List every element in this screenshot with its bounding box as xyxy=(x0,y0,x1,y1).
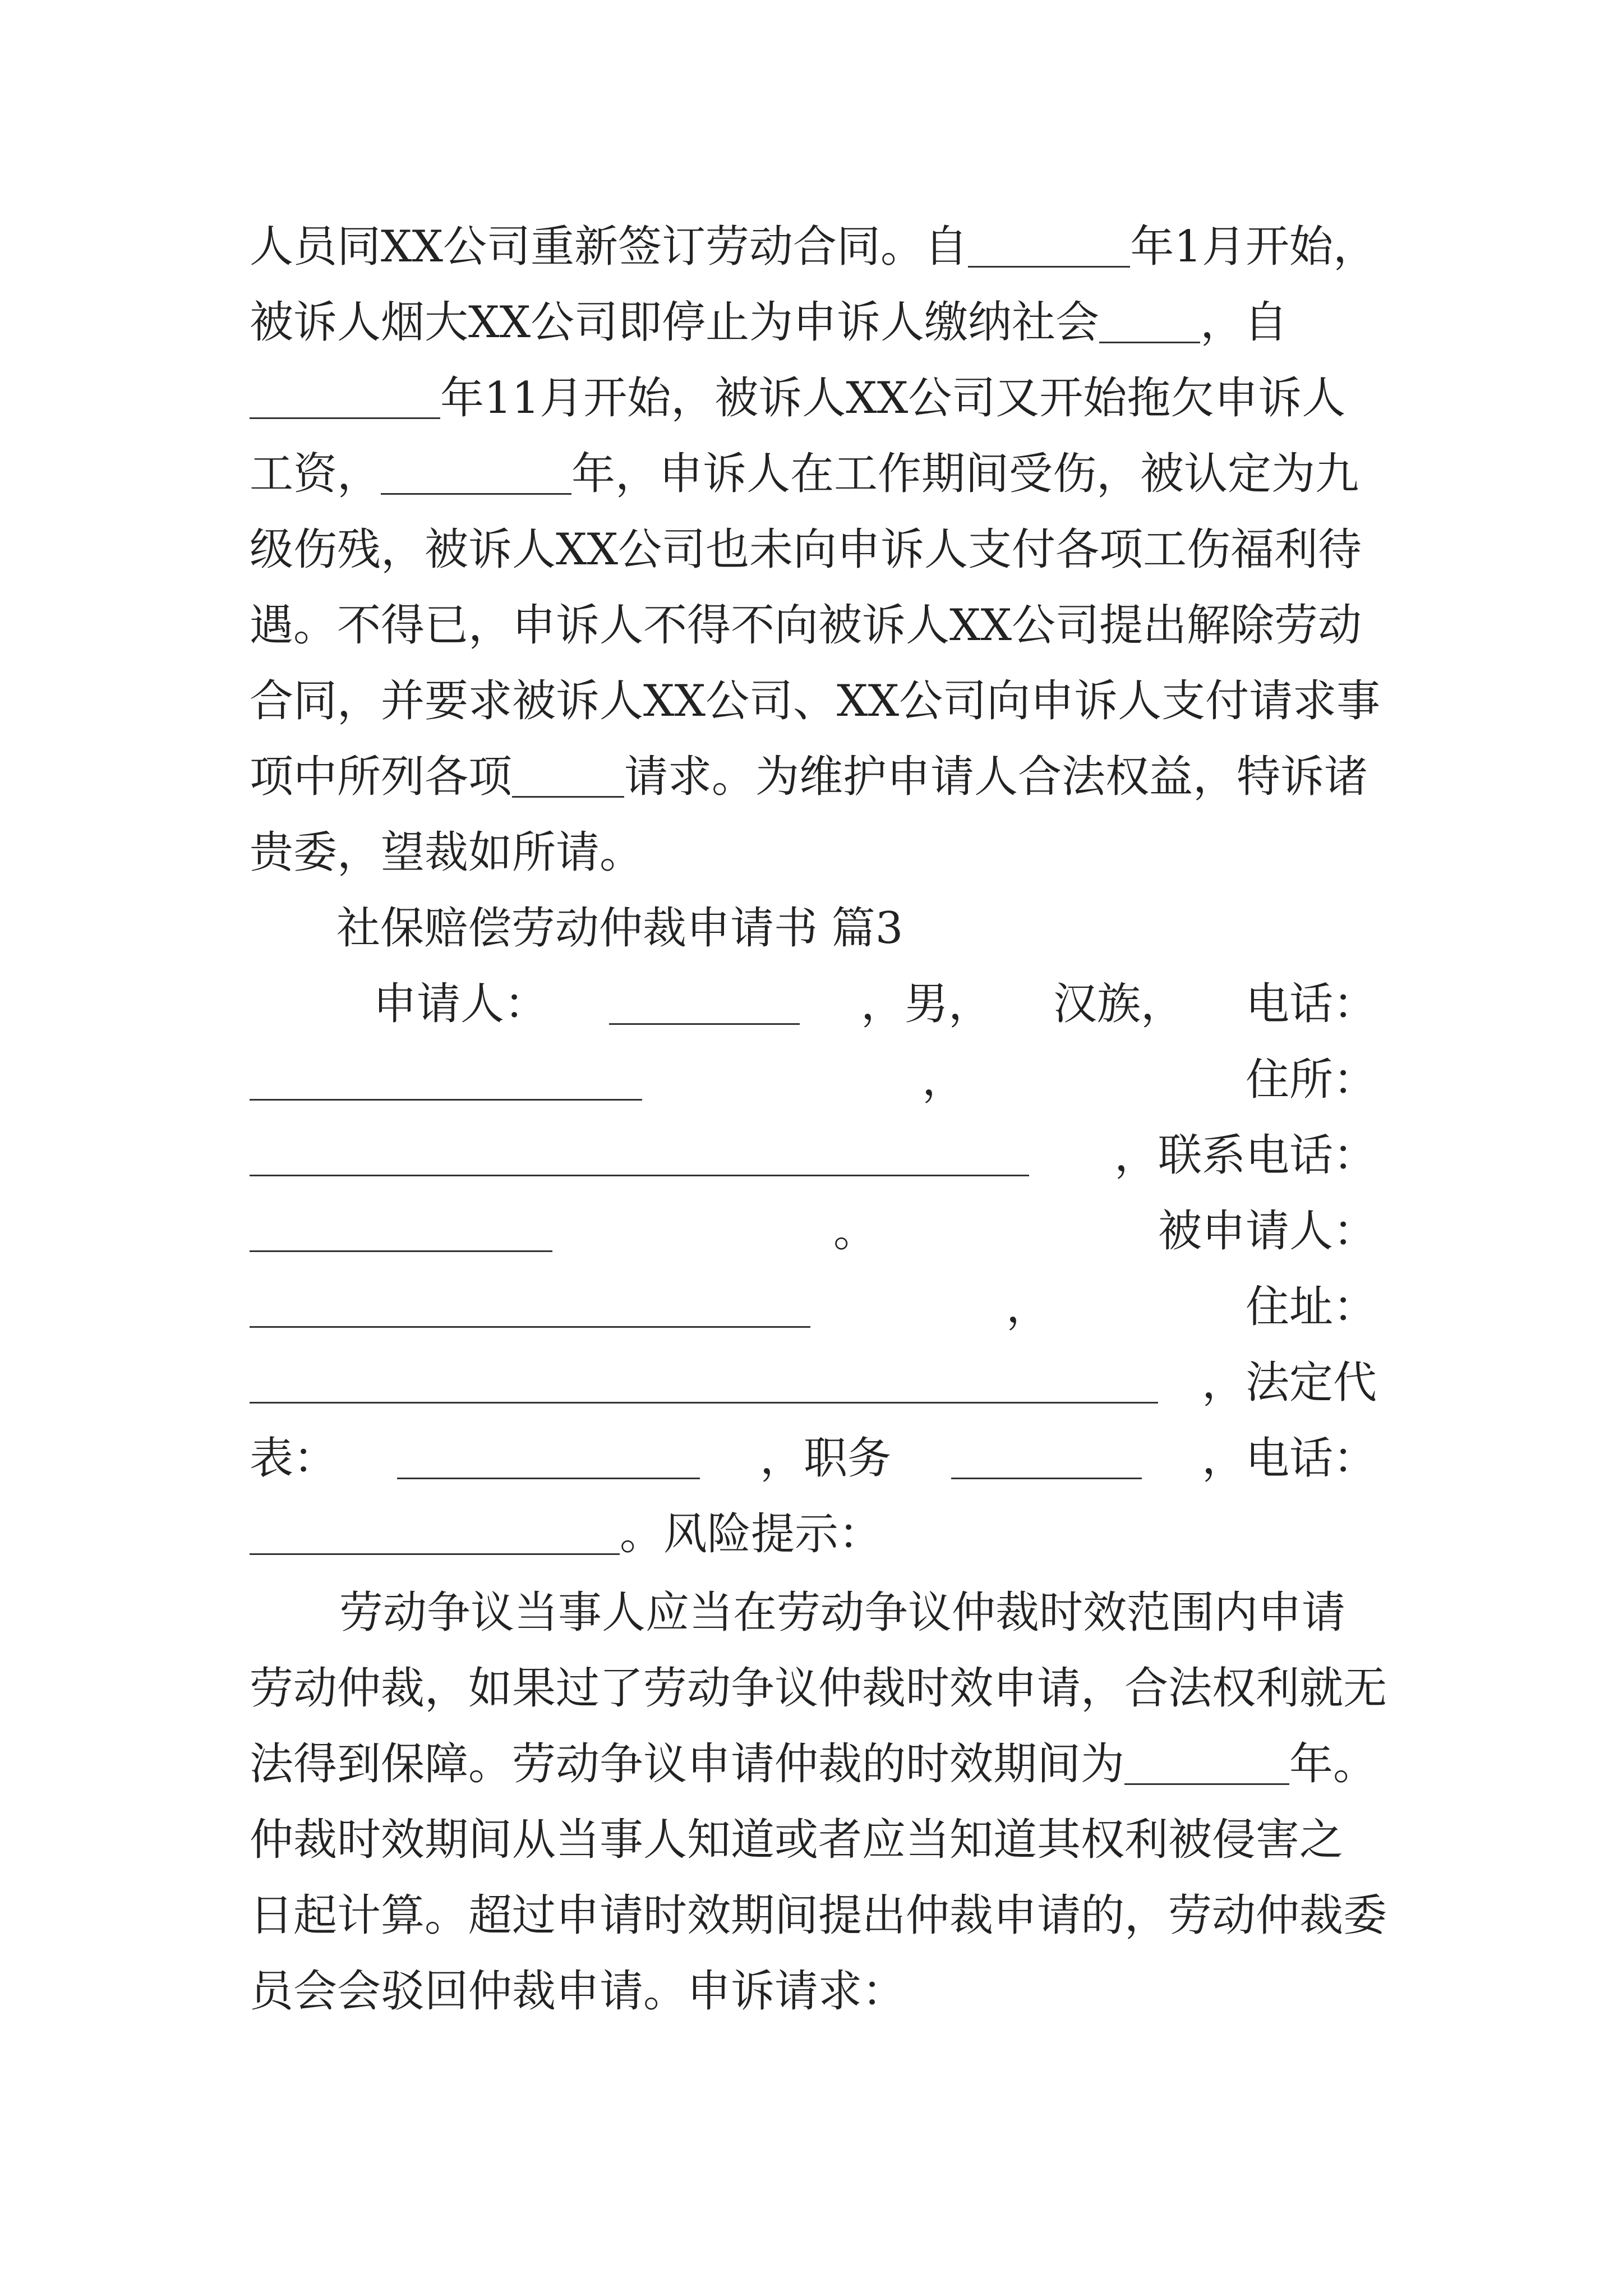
ethnicity-label: 汉族， xyxy=(1053,979,1184,1029)
period-label: 。 xyxy=(833,1206,877,1257)
fill-blank xyxy=(250,378,440,419)
respondent-blank xyxy=(250,1287,810,1328)
text-segment: 项中所列各项 xyxy=(250,752,513,802)
text-segment: 人员同XX公司重新签订劳动合同。自 xyxy=(250,222,969,272)
text-segment: 合同，并要求被诉人XX公司、XX公司向申诉人支付请求事 xyxy=(250,676,1381,726)
paragraph-line xyxy=(250,1731,1377,1798)
contact-phone-label: ，联系电话： xyxy=(1114,1130,1377,1181)
form-line-risk xyxy=(250,1501,1377,1568)
paragraph-line xyxy=(250,668,1381,735)
text-segment: 年1月开始， xyxy=(1130,222,1377,272)
contact-phone-blank xyxy=(250,1211,552,1252)
phone2-blank xyxy=(250,1514,620,1555)
text-segment: 法得到保障。劳动争议申请仲裁的时效期间为 xyxy=(250,1739,1125,1789)
risk-label: 。风险提示： xyxy=(620,1509,883,1559)
phone-blank xyxy=(250,1060,642,1101)
paragraph-line xyxy=(250,516,1377,583)
phone2-label: ，电话： xyxy=(1201,1433,1377,1484)
paragraph-line xyxy=(250,819,1377,886)
comma-label: ， xyxy=(921,1055,966,1105)
residence-blank xyxy=(250,1135,1029,1176)
respondent-label: 被申请人： xyxy=(1158,1206,1377,1257)
text-segment: 仲裁时效期间从当事人知道或者应当知道其权利被侵害之 xyxy=(250,1815,1344,1865)
text-segment: 年11月开始，被诉人XX公司又开始拖欠申诉人 xyxy=(440,373,1346,424)
address-label: 住址： xyxy=(1245,1282,1377,1332)
section-title: 社保赔偿劳动仲裁申请书 篇3 xyxy=(336,903,903,954)
comma-label: ， xyxy=(1006,1282,1050,1332)
paragraph-line xyxy=(250,1806,1377,1874)
legal-rep-label-cont: 表： xyxy=(250,1433,338,1484)
legal-rep-label: ，法定代 xyxy=(1201,1358,1377,1408)
paragraph-line xyxy=(250,1958,1377,2025)
applicant-name-blank xyxy=(609,984,800,1025)
form-line-position xyxy=(250,1425,1377,1492)
text-segment: 日起计算。超过申请时效期间提出仲裁申请的，劳动仲裁委 xyxy=(250,1890,1387,1941)
fill-blank xyxy=(1124,1744,1289,1785)
form-line-applicant xyxy=(373,970,1377,1038)
paragraph-line xyxy=(250,289,1377,356)
paragraph-line xyxy=(250,1655,1387,1722)
paragraph-line xyxy=(250,1579,1377,1646)
paragraph-line xyxy=(250,440,1377,508)
paragraph-line xyxy=(250,592,1377,659)
form-line-residence xyxy=(250,1046,1377,1114)
fill-blank xyxy=(512,757,624,798)
text-segment: 员会会驳回仲裁申请。申诉请求： xyxy=(250,1966,906,2017)
text-segment: 劳动争议当事人应当在劳动争议仲裁时效范围内申请 xyxy=(339,1588,1346,1638)
fill-blank xyxy=(968,227,1130,268)
residence-label: 住所： xyxy=(1245,1055,1377,1105)
position-blank xyxy=(951,1438,1142,1479)
text-segment: 年。 xyxy=(1289,1739,1377,1789)
text-segment: 劳动仲裁，如果过了劳动争议仲裁时效申请，合法权利就无 xyxy=(250,1663,1387,1714)
form-line-respondent xyxy=(250,1198,1377,1265)
paragraph-line xyxy=(250,1882,1387,1949)
fill-blank xyxy=(381,454,571,495)
form-line-address xyxy=(250,1273,1377,1341)
gender-label: ，男， xyxy=(860,979,992,1029)
text-segment: ，自 xyxy=(1200,297,1288,348)
position-label: ，职务 xyxy=(759,1433,891,1484)
text-segment: 年，申诉人在工作期间受伤，被认定为九 xyxy=(571,449,1359,499)
form-line-contact xyxy=(250,1122,1377,1189)
text-segment: 工资， xyxy=(250,449,381,499)
text-segment: 遇。不得已，申诉人不得不向被诉人XX公司提出解除劳动 xyxy=(250,600,1362,651)
text-segment: 级伤残，被诉人XX公司也未向申诉人支付各项工伤福利待 xyxy=(250,524,1362,575)
text-segment: 请求。为维护申请人合法权益，特诉诸 xyxy=(624,752,1368,802)
phone-label: 电话： xyxy=(1245,979,1377,1029)
paragraph-line xyxy=(250,743,1377,811)
text-segment: 被诉人烟大XX公司即停止为申诉人缴纳社会 xyxy=(250,297,1100,348)
legal-rep-blank xyxy=(397,1438,700,1479)
paragraph-line xyxy=(250,365,1377,432)
text-segment: 贵委，望裁如所请。 xyxy=(250,827,644,878)
fill-blank xyxy=(1099,302,1200,343)
paragraph-line xyxy=(250,213,1377,280)
address-blank xyxy=(250,1363,1158,1404)
form-line-legal-rep xyxy=(250,1349,1377,1416)
applicant-label: 申请人： xyxy=(373,979,548,1029)
